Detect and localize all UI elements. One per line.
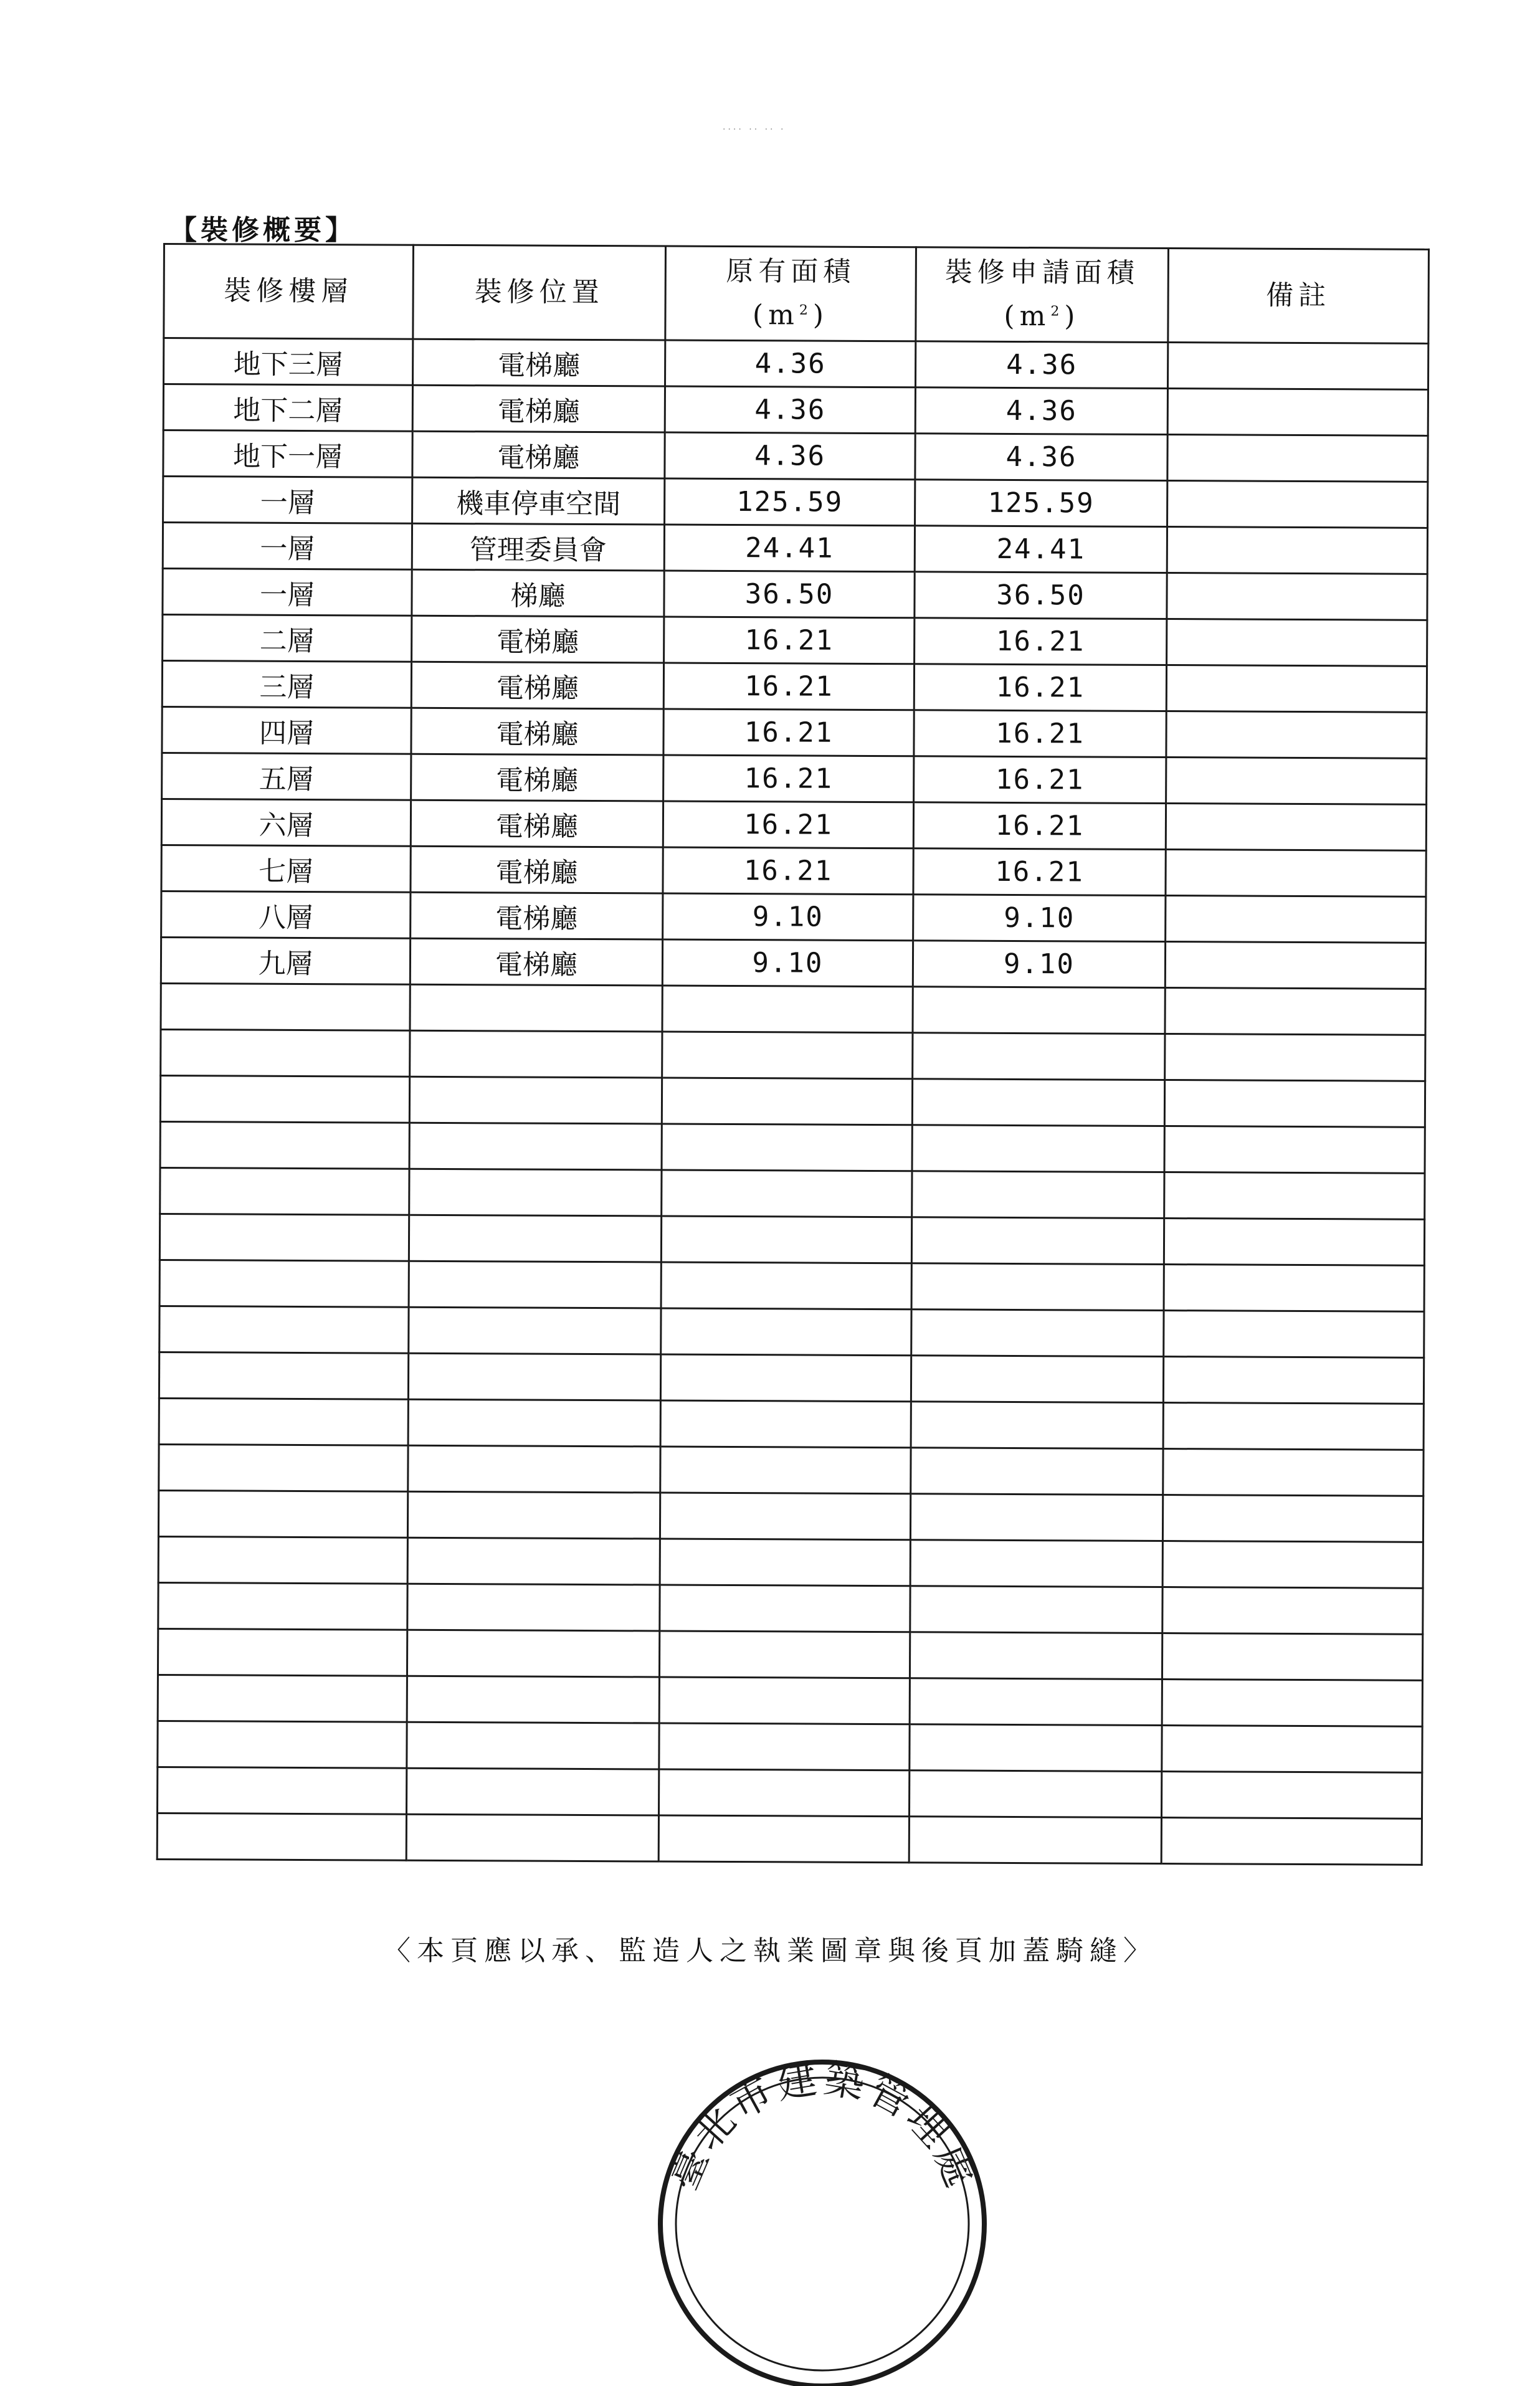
cell-floor: 地下三層: [164, 338, 413, 386]
cell-location: 電梯廳: [410, 938, 662, 986]
empty-cell: [1165, 988, 1425, 1035]
table-row: [161, 845, 1426, 896]
cell-original-area: 4.36: [665, 432, 915, 480]
empty-cell: [161, 983, 410, 1030]
empty-cell: [658, 1769, 909, 1817]
empty-cell: [1161, 1772, 1422, 1819]
cell-floor: 三層: [162, 661, 411, 708]
empty-cell: [161, 1029, 410, 1077]
empty-cell: [158, 1490, 407, 1538]
empty-cell: [408, 1353, 660, 1400]
empty-cell: [910, 1586, 1162, 1633]
empty-cell: [911, 1263, 1164, 1311]
empty-cell: [911, 1448, 1163, 1495]
empty-cell: [407, 1630, 659, 1677]
cell-floor: 一層: [163, 523, 412, 570]
cell-applied-area: 16.21: [915, 618, 1167, 665]
cell-remarks: [1166, 665, 1427, 713]
empty-cell: [659, 1631, 910, 1678]
cell-remarks: [1166, 850, 1426, 897]
empty-cell: [662, 1124, 912, 1171]
header-original-area: [665, 246, 916, 341]
cell-location: 電梯廳: [412, 616, 664, 663]
cell-floor: 地下二層: [163, 384, 412, 432]
empty-table-row: [159, 1352, 1424, 1404]
cell-original-area: 16.21: [663, 709, 914, 756]
empty-table-row: [159, 1306, 1424, 1357]
empty-cell: [660, 1447, 911, 1494]
cell-original-area: 16.21: [663, 847, 913, 895]
empty-cell: [1164, 1080, 1425, 1128]
empty-cell: [909, 1770, 1161, 1818]
empty-cell: [406, 1814, 658, 1861]
cell-location: 電梯廳: [411, 708, 663, 755]
empty-cell: [910, 1540, 1162, 1587]
cell-remarks: [1167, 343, 1428, 390]
empty-cell: [158, 1721, 407, 1768]
table-row: [161, 799, 1426, 850]
cell-applied-area: 125.59: [915, 480, 1167, 527]
table-header-row: [164, 244, 1429, 344]
empty-cell: [660, 1585, 910, 1632]
empty-table-row: [158, 1767, 1422, 1818]
cell-location: 電梯廳: [413, 339, 665, 386]
scan-artifact: ···· ·· ·· ·: [723, 125, 786, 135]
empty-cell: [911, 1402, 1163, 1449]
cell-applied-area: 16.21: [914, 664, 1166, 711]
empty-cell: [410, 1030, 662, 1078]
empty-cell: [160, 1167, 409, 1215]
seal-text: 臺北市建築管理處: [660, 2055, 985, 2197]
cell-location: 管理委員會: [412, 523, 664, 571]
empty-cell: [409, 1169, 662, 1216]
empty-cell: [158, 1628, 407, 1676]
empty-cell: [911, 1217, 1164, 1265]
empty-cell: [158, 1582, 407, 1630]
empty-cell: [661, 1216, 911, 1263]
empty-cell: [1162, 1587, 1423, 1635]
empty-table-row: [158, 1536, 1423, 1588]
empty-cell: [662, 1078, 912, 1125]
cell-original-area: 16.21: [663, 663, 914, 710]
empty-cell: [159, 1352, 408, 1399]
cell-original-area: 125.59: [665, 478, 915, 526]
cell-location: 機車停車空間: [412, 477, 665, 525]
header-location: 裝修位置: [413, 245, 666, 340]
empty-cell: [911, 1309, 1164, 1357]
empty-table-row: [161, 983, 1425, 1035]
cell-original-area: 16.21: [664, 617, 915, 664]
cell-floor: 七層: [161, 845, 411, 892]
cell-location: 電梯廳: [412, 431, 665, 478]
empty-cell: [158, 1536, 407, 1584]
table-row: [162, 661, 1427, 713]
empty-cell: [1164, 1311, 1424, 1358]
header-remarks: 備註: [1168, 249, 1429, 344]
cell-applied-area: 24.41: [915, 526, 1167, 573]
cell-original-area: 4.36: [665, 340, 916, 387]
empty-cell: [660, 1493, 910, 1540]
cell-location: 電梯廳: [411, 892, 663, 939]
empty-cell: [409, 1215, 661, 1262]
empty-cell: [1162, 1726, 1422, 1773]
empty-cell: [1163, 1357, 1424, 1404]
cell-original-area: 9.10: [662, 939, 913, 987]
cell-floor: 四層: [162, 706, 411, 754]
empty-table-row: [157, 1813, 1422, 1865]
cell-applied-area: 4.36: [916, 341, 1168, 389]
empty-table-row: [160, 1167, 1425, 1219]
empty-cell: [659, 1723, 910, 1770]
empty-cell: [1165, 1034, 1425, 1081]
footer-note: 〈本頁應以承、監造人之執業圖章與後頁加蓋騎縫〉: [383, 1935, 1157, 1967]
renovation-summary-table: [156, 243, 1430, 1866]
empty-cell: [1163, 1449, 1424, 1496]
empty-cell: [660, 1354, 911, 1402]
section-title: 【裝修概要】: [169, 214, 356, 246]
empty-table-row: [158, 1582, 1423, 1634]
table-row: [164, 338, 1428, 390]
empty-cell: [160, 1121, 409, 1169]
table-row: [161, 937, 1425, 989]
header-original-area-unit: $(m^2)$: [752, 299, 829, 331]
cell-applied-area: 16.21: [914, 756, 1166, 804]
cell-original-area: 36.50: [664, 571, 915, 618]
cell-remarks: [1167, 619, 1427, 667]
cell-original-area: 16.21: [663, 801, 913, 848]
table-row: [163, 523, 1427, 574]
cell-location: 梯廳: [412, 569, 664, 617]
table-row: [162, 753, 1427, 804]
empty-cell: [661, 1308, 911, 1356]
empty-cell: [662, 1170, 912, 1217]
cell-remarks: [1167, 435, 1428, 482]
cell-original-area: 4.36: [665, 386, 915, 434]
empty-cell: [660, 1400, 911, 1448]
empty-cell: [409, 1307, 661, 1354]
cell-location: 電梯廳: [411, 662, 663, 709]
empty-table-row: [160, 1121, 1425, 1173]
empty-cell: [409, 1261, 661, 1308]
empty-cell: [912, 1079, 1164, 1126]
empty-cell: [913, 987, 1165, 1034]
empty-table-row: [160, 1075, 1425, 1127]
empty-cell: [159, 1398, 408, 1445]
empty-cell: [158, 1675, 407, 1722]
cell-remarks: [1167, 389, 1428, 436]
table-row: [163, 569, 1427, 620]
empty-cell: [1164, 1172, 1425, 1220]
cell-applied-area: 4.36: [915, 387, 1167, 435]
cell-floor: 九層: [161, 937, 410, 984]
cell-location: 電梯廳: [412, 385, 665, 432]
cell-applied-area: 4.36: [915, 434, 1167, 481]
cell-original-area: 24.41: [664, 525, 915, 572]
empty-cell: [1161, 1818, 1422, 1865]
empty-cell: [406, 1768, 658, 1815]
empty-cell: [662, 986, 913, 1033]
empty-cell: [157, 1813, 406, 1860]
empty-table-row: [159, 1444, 1424, 1496]
empty-cell: [1163, 1403, 1424, 1450]
cell-applied-area: 9.10: [913, 941, 1165, 988]
empty-table-row: [159, 1260, 1424, 1311]
empty-cell: [912, 1171, 1164, 1219]
cell-floor: 一層: [163, 477, 412, 524]
cell-floor: 地下一層: [163, 430, 412, 478]
empty-cell: [1162, 1541, 1423, 1589]
cell-original-area: 16.21: [663, 755, 914, 802]
empty-cell: [409, 1123, 662, 1170]
empty-cell: [160, 1075, 409, 1123]
empty-cell: [1162, 1680, 1422, 1727]
cell-location: 電梯廳: [411, 800, 663, 847]
empty-cell: [913, 1033, 1165, 1080]
cell-applied-area: 36.50: [915, 572, 1167, 619]
empty-table-row: [159, 1398, 1424, 1450]
empty-cell: [911, 1356, 1163, 1403]
cell-floor: 五層: [162, 753, 411, 800]
seal-stamp: [648, 2037, 997, 2386]
cell-location: 電梯廳: [411, 846, 663, 893]
empty-cell: [662, 1032, 913, 1079]
cell-remarks: [1166, 804, 1426, 851]
empty-cell: [1162, 1495, 1423, 1542]
empty-cell: [407, 1676, 659, 1723]
empty-table-row: [159, 1214, 1424, 1265]
empty-cell: [1164, 1126, 1425, 1174]
empty-cell: [159, 1444, 408, 1491]
empty-cell: [408, 1445, 660, 1493]
empty-table-row: [158, 1490, 1423, 1542]
cell-applied-area: 16.21: [914, 710, 1166, 758]
empty-cell: [910, 1678, 1162, 1726]
empty-cell: [407, 1584, 660, 1631]
empty-cell: [407, 1538, 660, 1585]
table-row: [163, 615, 1427, 667]
empty-table-row: [158, 1721, 1422, 1772]
table-row: [163, 384, 1428, 436]
table-row: [163, 477, 1428, 528]
header-original-area-label: 原有面積: [726, 255, 856, 288]
empty-cell: [1164, 1265, 1424, 1312]
cell-applied-area: 16.21: [913, 802, 1166, 850]
empty-table-row: [158, 1675, 1422, 1726]
empty-cell: [409, 1077, 662, 1124]
empty-cell: [407, 1491, 660, 1539]
cell-floor: 二層: [163, 615, 412, 662]
empty-cell: [159, 1214, 409, 1261]
cell-applied-area: 9.10: [913, 895, 1166, 942]
header-applied-area: [916, 247, 1169, 343]
header-applied-area-label: 裝修申請面積: [944, 256, 1139, 289]
cell-remarks: [1166, 711, 1427, 759]
cell-remarks: [1167, 573, 1427, 620]
empty-cell: [912, 1125, 1164, 1172]
cell-applied-area: 16.21: [913, 848, 1166, 896]
empty-cell: [407, 1722, 659, 1769]
header-applied-area-unit: $(m^2)$: [1004, 300, 1080, 333]
empty-table-row: [158, 1628, 1422, 1680]
cell-location: 電梯廳: [411, 754, 663, 801]
empty-cell: [1162, 1633, 1422, 1681]
cell-floor: 八層: [161, 891, 411, 938]
empty-cell: [408, 1399, 660, 1447]
empty-cell: [658, 1815, 909, 1863]
empty-cell: [410, 984, 662, 1032]
cell-floor: 六層: [161, 799, 411, 846]
empty-cell: [660, 1539, 910, 1586]
cell-remarks: [1166, 896, 1426, 943]
cell-original-area: 9.10: [663, 893, 913, 941]
cell-remarks: [1165, 942, 1425, 989]
table-row: [162, 706, 1427, 758]
empty-cell: [1164, 1219, 1424, 1266]
empty-cell: [158, 1767, 407, 1814]
table-body: [157, 338, 1428, 1865]
empty-cell: [159, 1260, 409, 1307]
empty-table-row: [161, 1029, 1425, 1081]
table-row: [163, 430, 1428, 482]
header-floor: 裝修樓層: [164, 244, 414, 340]
cell-remarks: [1167, 481, 1428, 528]
empty-cell: [910, 1724, 1162, 1772]
cell-remarks: [1166, 758, 1427, 805]
cell-remarks: [1167, 527, 1427, 574]
table-row: [161, 891, 1426, 943]
empty-cell: [909, 1817, 1161, 1864]
empty-cell: [661, 1262, 911, 1309]
empty-cell: [659, 1677, 910, 1724]
cell-floor: 一層: [163, 569, 412, 616]
empty-cell: [910, 1494, 1162, 1541]
empty-cell: [159, 1306, 409, 1353]
empty-cell: [910, 1632, 1162, 1680]
